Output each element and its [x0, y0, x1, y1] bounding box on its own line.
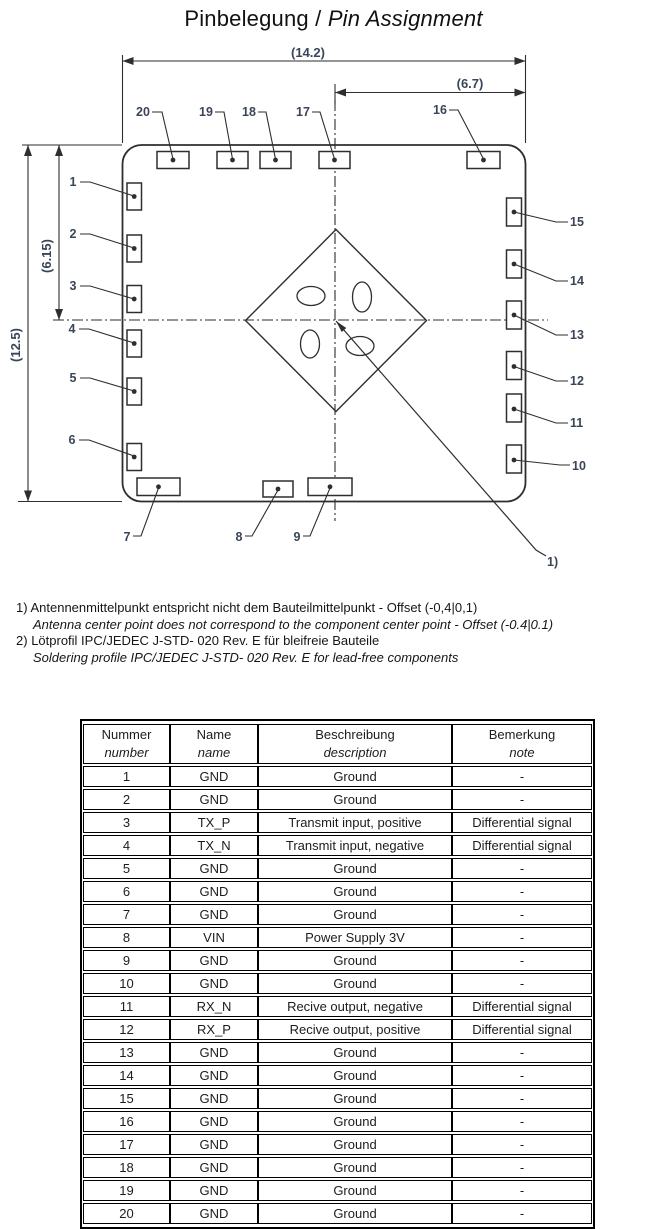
col-header-number-en: number	[104, 745, 149, 760]
table-row	[83, 766, 592, 787]
table-cell: -	[452, 1088, 592, 1109]
pin-table-body	[83, 766, 592, 1224]
pin-8	[236, 481, 293, 544]
pin-label-3: 3	[69, 279, 77, 293]
table-cell: 12	[83, 1019, 170, 1040]
pin-7	[124, 478, 180, 544]
table-cell: 1	[83, 766, 170, 787]
table-row	[83, 973, 592, 994]
table-cell: 16	[83, 1111, 170, 1132]
page-title-en: Pin Assignment	[327, 6, 483, 31]
dimension-lines	[28, 61, 526, 502]
footnote-1-de	[16, 600, 553, 617]
pin-2	[70, 227, 142, 262]
table-cell: GND	[170, 1180, 258, 1201]
leader-pin-3	[80, 286, 134, 299]
table-cell: 5	[83, 858, 170, 879]
table-row	[83, 1180, 592, 1201]
pin-label-11: 11	[570, 416, 584, 430]
table-cell: Recive output, negative	[258, 996, 452, 1017]
dim-height-top-label: (6.15)	[39, 239, 54, 273]
table-cell: Differential signal	[452, 1019, 592, 1040]
dim-width-total-label: (14.2)	[291, 45, 325, 60]
pin-label-4: 4	[68, 322, 76, 336]
table-row	[83, 904, 592, 925]
table-cell: -	[452, 858, 592, 879]
table-row	[83, 996, 592, 1017]
pin-14	[507, 250, 584, 288]
pin-9	[294, 478, 352, 544]
table-cell: Ground	[258, 858, 452, 879]
leader-dot-pin-7	[156, 484, 161, 489]
footnote-2-en: Soldering profile IPC/JEDEC J-STD- 020 Rev. E for lead-free components	[33, 649, 459, 665]
col-header-number-de: Nummer	[101, 727, 152, 742]
table-row	[83, 950, 592, 971]
leader-pin-5	[80, 378, 134, 391]
col-header-name-en: name	[197, 745, 231, 760]
leader-dot-pin-15	[512, 210, 517, 215]
table-cell: 4	[83, 835, 170, 856]
col-header-description	[258, 724, 452, 764]
pin-label-5: 5	[69, 371, 77, 385]
pin-17	[296, 105, 350, 169]
leader-dot-pin-3	[132, 297, 137, 302]
antenna-slot-top-right	[353, 282, 372, 312]
col-header-note	[452, 724, 592, 764]
antenna-note-ref-label: 1)	[547, 555, 559, 569]
table-row	[83, 789, 592, 810]
table-cell: GND	[170, 973, 258, 994]
table-cell: Ground	[258, 1088, 452, 1109]
leader-dot-pin-13	[512, 313, 517, 318]
col-header-note-de: Bemerkung	[488, 727, 556, 742]
table-cell: -	[452, 1180, 592, 1201]
table-cell: VIN	[170, 927, 258, 948]
table-row	[83, 927, 592, 948]
table-cell: GND	[170, 1203, 258, 1224]
leader-dot-pin-6	[132, 455, 137, 460]
table-cell: 13	[83, 1042, 170, 1063]
table-cell: Ground	[258, 881, 452, 902]
leader-pin-10	[514, 460, 570, 465]
antenna-slot-bottom-left	[301, 330, 320, 358]
pin-20	[136, 105, 189, 169]
table-row	[83, 1042, 592, 1063]
leader-pin-6	[79, 440, 134, 456]
table-cell: -	[452, 766, 592, 787]
footnote-2-de-text: Lötprofil IPC/JEDEC J-STD- 020 Rev. E für bleifreie Bauteile	[31, 633, 380, 648]
leader-dot-pin-12	[512, 364, 517, 369]
table-cell: -	[452, 1157, 592, 1178]
table-row	[83, 858, 592, 879]
pins	[69, 103, 586, 544]
table-cell: -	[452, 927, 592, 948]
table-row	[83, 881, 592, 902]
pin-18	[242, 105, 291, 169]
antenna-slot-top-left	[297, 287, 325, 306]
dim-height-total-label: (12.5)	[8, 328, 23, 362]
table-cell: -	[452, 950, 592, 971]
leader-dot-pin-9	[328, 484, 333, 489]
table-row	[83, 835, 592, 856]
col-header-number	[83, 724, 170, 764]
table-row	[83, 1111, 592, 1132]
leader-dot-pin-5	[132, 389, 137, 394]
pin-label-9: 9	[293, 530, 301, 544]
page-title-de: Pinbelegung	[184, 6, 309, 31]
pin-label-6: 6	[68, 433, 76, 447]
leader-dot-pin-18	[273, 158, 278, 163]
col-header-description-de: Beschreibung	[315, 727, 395, 742]
table-cell: 7	[83, 904, 170, 925]
leader-dot-pin-1	[132, 194, 137, 199]
pin-label-17: 17	[296, 105, 310, 119]
pin-label-15: 15	[570, 215, 584, 229]
table-row	[83, 1088, 592, 1109]
pin-4	[69, 322, 142, 357]
pin-label-8: 8	[235, 530, 243, 544]
footnote-1-marker: 1)	[16, 600, 28, 615]
table-cell: Ground	[258, 1157, 452, 1178]
table-cell: Transmit input, positive	[258, 812, 452, 833]
table-cell: GND	[170, 1111, 258, 1132]
table-cell: Ground	[258, 973, 452, 994]
pin-label-14: 14	[570, 274, 584, 288]
table-cell: 18	[83, 1157, 170, 1178]
table-cell: Ground	[258, 1111, 452, 1132]
footnote-1	[16, 600, 553, 633]
table-cell: 2	[83, 789, 170, 810]
table-cell: Ground	[258, 766, 452, 787]
leader-dot-pin-19	[230, 158, 235, 163]
pin-table-header-row	[83, 724, 592, 764]
leader-dot-pin-4	[132, 341, 137, 346]
table-row	[83, 812, 592, 833]
chip-outline	[123, 145, 526, 502]
table-cell: 10	[83, 973, 170, 994]
extension-lines	[18, 55, 526, 502]
table-cell: Ground	[258, 1134, 452, 1155]
table-cell: -	[452, 1042, 592, 1063]
pin-12	[507, 352, 584, 389]
table-cell: Differential signal	[452, 812, 592, 833]
table-cell: -	[452, 1203, 592, 1224]
leader-pin-4	[79, 329, 134, 343]
table-row	[83, 1019, 592, 1040]
table-cell: Ground	[258, 1042, 452, 1063]
pin-label-20: 20	[136, 105, 150, 119]
table-cell: Ground	[258, 1180, 452, 1201]
pin-label-1: 1	[69, 175, 77, 189]
table-cell: 3	[83, 812, 170, 833]
table-cell: 17	[83, 1134, 170, 1155]
table-cell: RX_N	[170, 996, 258, 1017]
pin-label-2: 2	[69, 227, 77, 241]
table-row	[83, 1065, 592, 1086]
footnote-2-de	[16, 633, 553, 650]
table-cell: GND	[170, 1134, 258, 1155]
table-cell: 20	[83, 1203, 170, 1224]
table-cell: GND	[170, 858, 258, 879]
pin-label-18: 18	[242, 105, 256, 119]
pin-1	[70, 175, 142, 210]
col-header-description-en: description	[323, 745, 387, 760]
leader-dot-pin-8	[276, 487, 281, 492]
table-cell: GND	[170, 950, 258, 971]
pin-10	[507, 445, 586, 473]
pin-label-13: 13	[570, 328, 584, 342]
pin-label-16: 16	[433, 103, 447, 117]
pin-3	[70, 279, 142, 313]
table-row	[83, 1203, 592, 1224]
footnote-2-marker: 2)	[16, 633, 28, 648]
pin-label-7: 7	[123, 530, 131, 544]
footnote-1-de-text: Antennenmittelpunkt entspricht nicht dem Bauteilmittelpunkt - Offset (-0,4|0,1)	[30, 600, 478, 615]
leader-dot-pin-14	[512, 262, 517, 267]
table-row	[83, 1134, 592, 1155]
table-cell: Transmit input, negative	[258, 835, 452, 856]
table-cell: 14	[83, 1065, 170, 1086]
leader-dot-pin-2	[132, 246, 137, 251]
table-cell: -	[452, 904, 592, 925]
table-cell: -	[452, 973, 592, 994]
table-cell: GND	[170, 789, 258, 810]
dim-width-right-label: (6.7)	[456, 76, 484, 91]
col-header-name-de: Name	[196, 727, 232, 742]
table-cell: GND	[170, 1088, 258, 1109]
col-header-name	[170, 724, 258, 764]
table-cell: GND	[170, 904, 258, 925]
table-cell: Ground	[258, 789, 452, 810]
table-cell: GND	[170, 766, 258, 787]
leader-dot-pin-20	[171, 158, 176, 163]
leader-pin-1	[80, 182, 134, 196]
table-cell: -	[452, 881, 592, 902]
table-cell: 8	[83, 927, 170, 948]
pin-6	[69, 433, 142, 471]
pin-table	[83, 722, 592, 1226]
footnotes	[16, 600, 553, 666]
table-cell: RX_P	[170, 1019, 258, 1040]
antenna-slot-bottom-right	[346, 337, 374, 356]
table-cell: Ground	[258, 904, 452, 925]
table-cell: 6	[83, 881, 170, 902]
pin-label-10: 10	[572, 459, 586, 473]
table-cell: Ground	[258, 1065, 452, 1086]
pin-16	[433, 103, 500, 169]
table-cell: Ground	[258, 1203, 452, 1224]
table-cell: Power Supply 3V	[258, 927, 452, 948]
table-cell: 15	[83, 1088, 170, 1109]
footnote-2	[16, 633, 553, 666]
leader-pin-2	[80, 234, 134, 248]
pin-11	[507, 394, 584, 430]
table-cell: 9	[83, 950, 170, 971]
pin-15	[507, 198, 584, 229]
pin-label-19: 19	[199, 105, 213, 119]
pin-table-container	[80, 719, 595, 1229]
col-header-note-en: note	[509, 745, 535, 760]
table-cell: -	[452, 1134, 592, 1155]
leader-dot-pin-10	[512, 458, 517, 463]
table-cell: -	[452, 1065, 592, 1086]
table-cell: GND	[170, 881, 258, 902]
leader-dot-pin-11	[512, 407, 517, 412]
leader-dot-pin-17	[332, 158, 337, 163]
table-cell: TX_P	[170, 812, 258, 833]
table-cell: Ground	[258, 950, 452, 971]
table-cell: TX_N	[170, 835, 258, 856]
table-cell: GND	[170, 1065, 258, 1086]
page-title-separator: /	[308, 6, 328, 31]
pin-19	[199, 105, 248, 169]
table-cell: Differential signal	[452, 996, 592, 1017]
pin-label-12: 12	[570, 374, 584, 388]
table-cell: Recive output, positive	[258, 1019, 452, 1040]
table-cell: Differential signal	[452, 835, 592, 856]
table-cell: 19	[83, 1180, 170, 1201]
footnote-1-en: Antenna center point does not correspond to the component center point - Offset (-0.4|0.1)	[33, 616, 554, 632]
table-cell: GND	[170, 1042, 258, 1063]
pin-13	[507, 301, 584, 342]
pin-5	[70, 371, 142, 405]
table-row	[83, 1157, 592, 1178]
table-cell: -	[452, 1111, 592, 1132]
table-cell: 11	[83, 996, 170, 1017]
table-cell: -	[452, 789, 592, 810]
leader-dot-pin-16	[481, 158, 486, 163]
pin-assignment-drawing	[0, 0, 667, 600]
table-cell: GND	[170, 1157, 258, 1178]
